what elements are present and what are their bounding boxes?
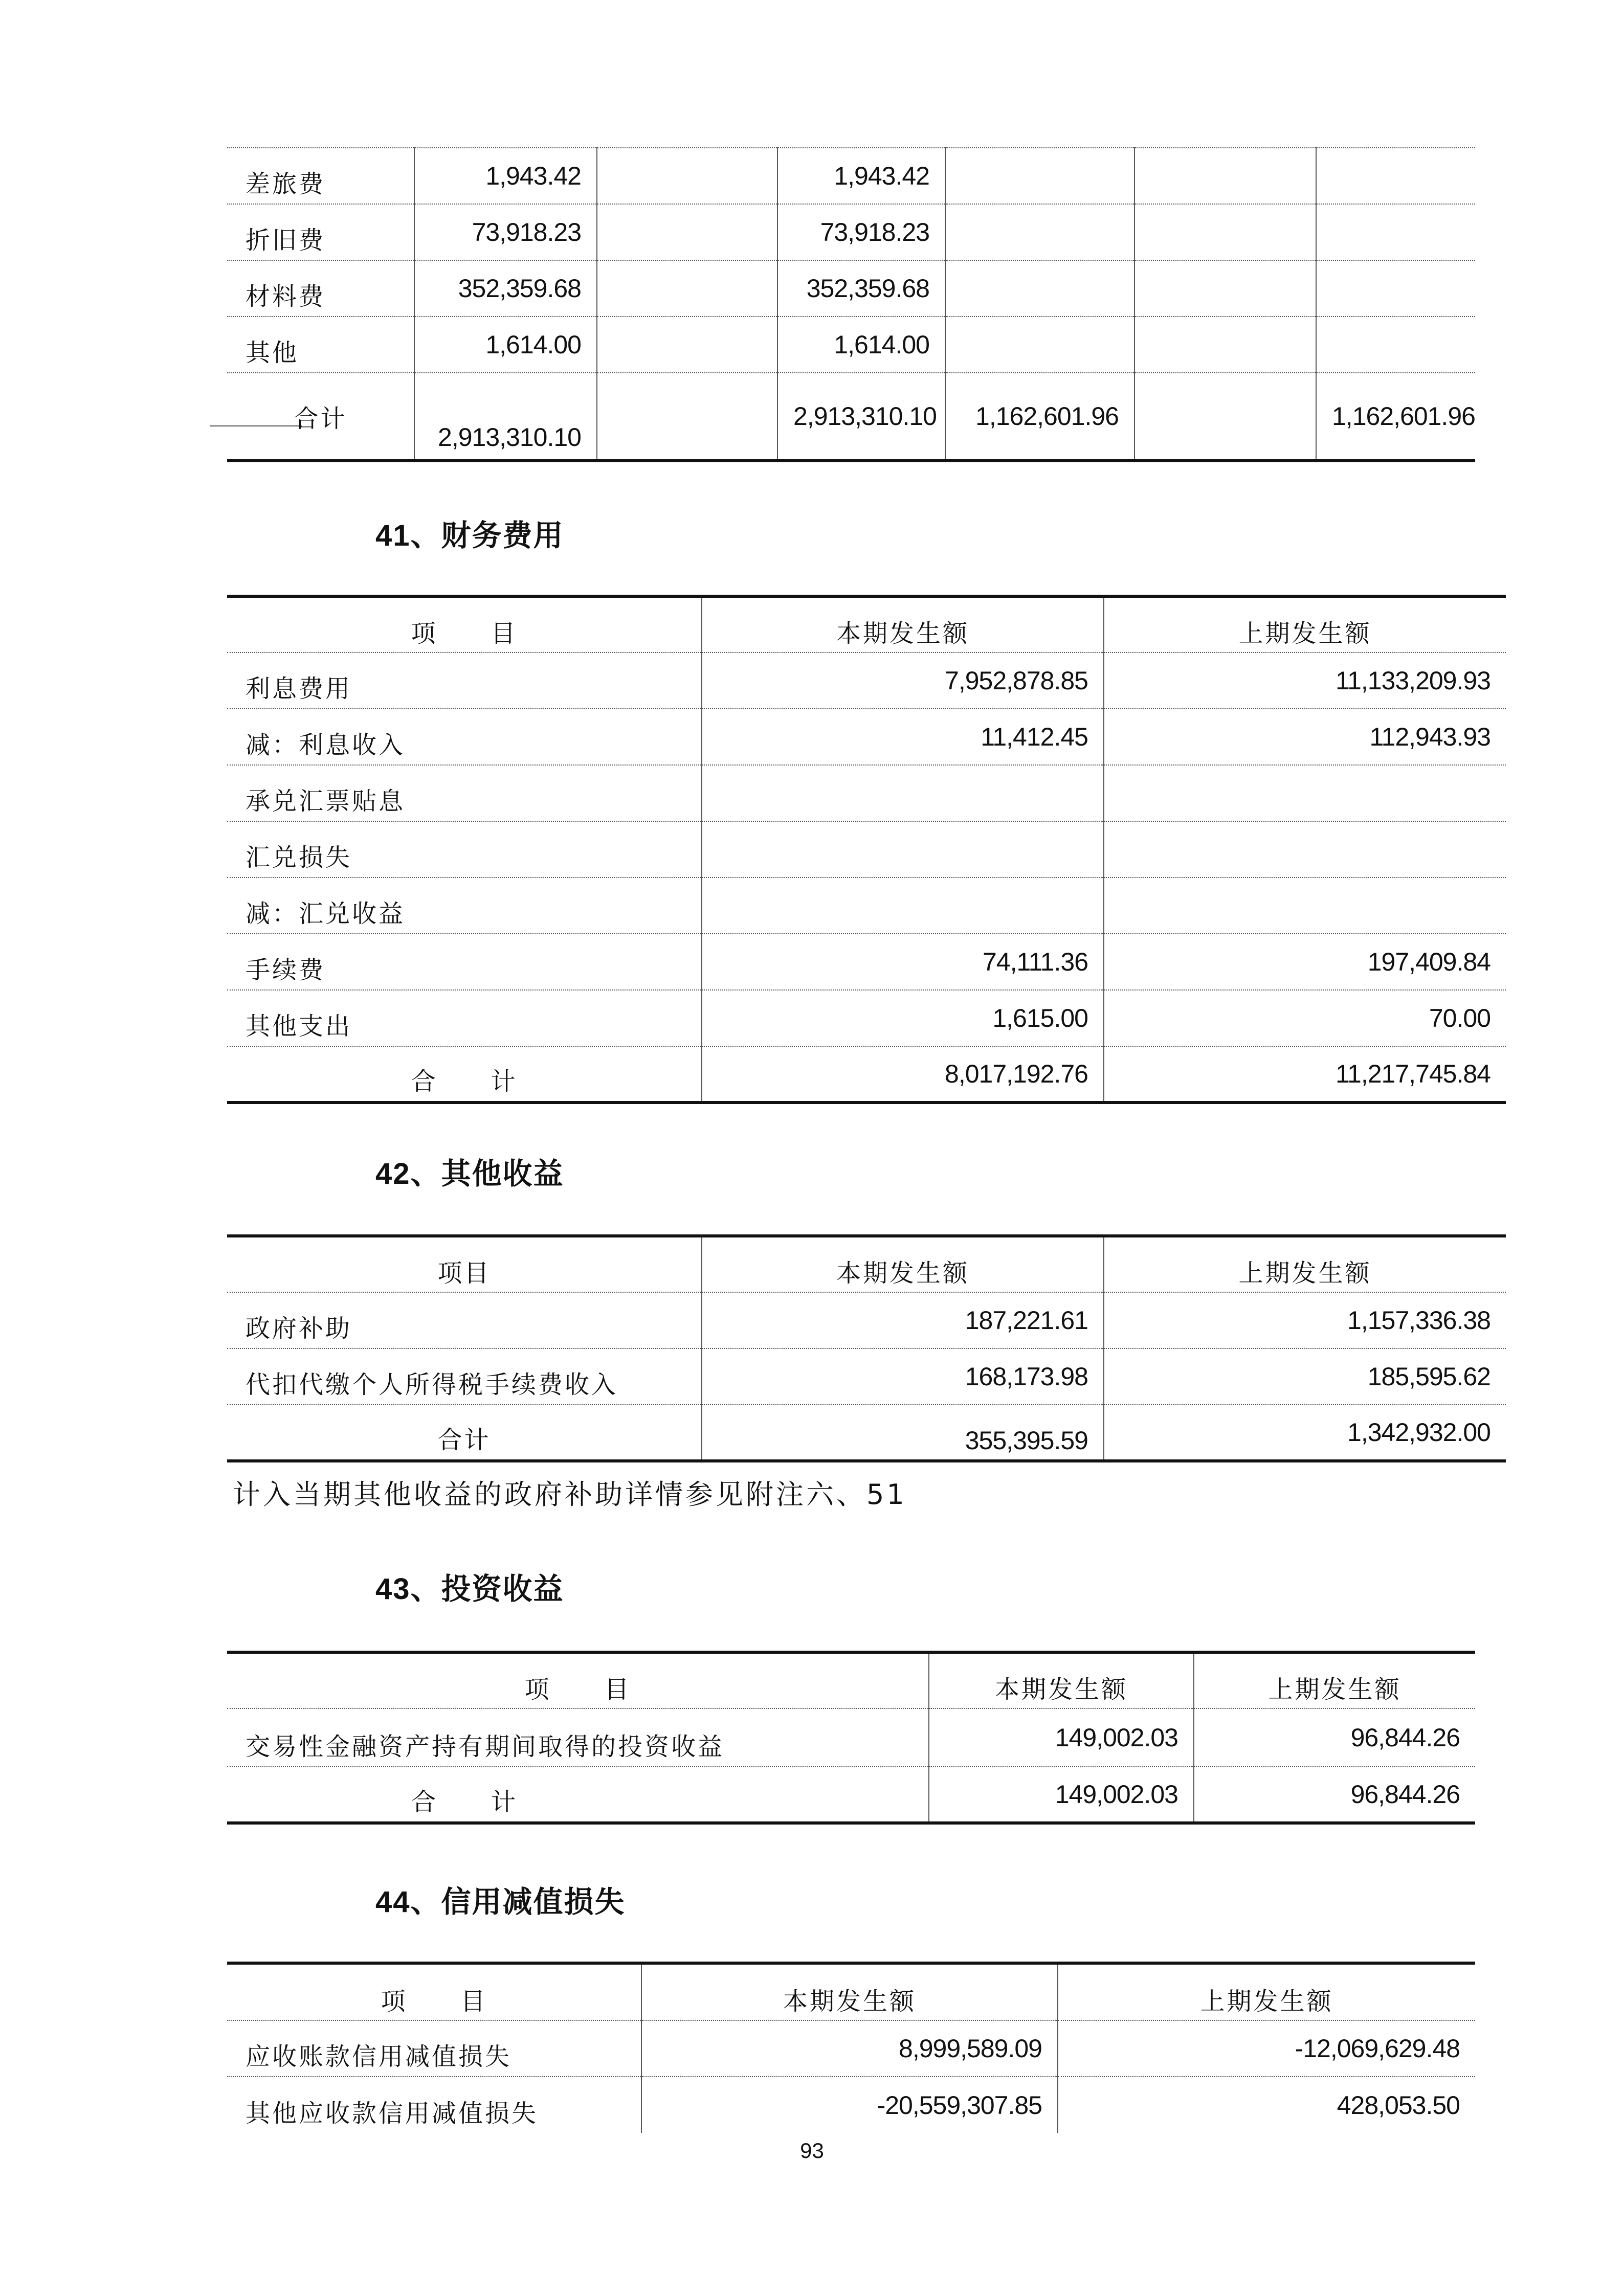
table-header-row <box>227 1963 1475 2020</box>
row-label: 应收账款信用减值损失 <box>227 2020 641 2077</box>
header-item: 项目 <box>227 1236 702 1292</box>
current-value <box>702 821 1104 877</box>
row-label: 其他支出 <box>227 990 702 1046</box>
total-value <box>1134 373 1316 461</box>
cell-value: 1,943.42 <box>414 148 597 204</box>
table-row <box>227 990 1506 1046</box>
cell-value: 352,359.68 <box>777 260 945 317</box>
table-row <box>227 652 1506 709</box>
previous-value: 185,595.62 <box>1104 1348 1506 1405</box>
table-investment-income <box>227 1651 1475 1825</box>
table-other-income <box>227 1234 1506 1462</box>
current-value: 187,221.61 <box>702 1292 1104 1348</box>
previous-value: 197,409.84 <box>1104 934 1506 990</box>
section-heading-44: 44、信用减值损失 <box>375 1884 626 1919</box>
previous-value: 70.00 <box>1104 990 1506 1046</box>
cell-value <box>597 317 777 373</box>
table-row <box>227 2077 1475 2133</box>
header-previous: 上期发生额 <box>1104 1236 1506 1292</box>
header-current: 本期发生额 <box>702 1236 1104 1292</box>
table-total-row <box>227 373 1475 461</box>
row-label: 折旧费 <box>227 204 414 260</box>
previous-value <box>1104 877 1506 934</box>
header-item: 项 目 <box>227 596 702 652</box>
table-row <box>227 204 1475 260</box>
cell-value <box>1134 204 1316 260</box>
total-value: 2,913,310.10 <box>777 373 945 461</box>
cell-value: 73,918.23 <box>777 204 945 260</box>
row-label: 其他 <box>227 317 414 373</box>
previous-value: 112,943.93 <box>1104 709 1506 765</box>
table-header-row <box>227 596 1506 652</box>
table-row <box>227 877 1506 934</box>
table-row <box>227 148 1475 204</box>
cell-value: 1,614.00 <box>777 317 945 373</box>
cell-value <box>945 260 1134 317</box>
cell-value <box>597 260 777 317</box>
table-row <box>227 1348 1506 1405</box>
cell-value <box>945 317 1134 373</box>
table-finance-expenses <box>227 595 1506 1104</box>
total-value: 1,162,601.96 <box>945 373 1134 461</box>
cell-value <box>1316 260 1475 317</box>
table-row <box>227 709 1506 765</box>
total-label: 合计 <box>227 373 414 461</box>
header-current: 本期发生额 <box>929 1652 1194 1708</box>
cell-value <box>1134 317 1316 373</box>
previous-value <box>1104 765 1506 821</box>
total-label: 合 计 <box>227 1046 702 1102</box>
row-label: 利息费用 <box>227 652 702 709</box>
government-subsidy-note: 计入当期其他收益的政府补助详情参见附注六、51 <box>233 1478 907 1511</box>
table-total-row <box>227 1405 1506 1461</box>
table-header-row <box>227 1652 1475 1708</box>
table-row <box>227 1708 1475 1767</box>
cell-value <box>1316 204 1475 260</box>
page-number: 93 <box>800 2139 824 2163</box>
header-item: 项 目 <box>227 1963 641 2020</box>
row-label: 减：利息收入 <box>227 709 702 765</box>
header-current: 本期发生额 <box>702 596 1104 652</box>
total-value: 1,162,601.96 <box>1316 373 1475 461</box>
cell-value <box>597 148 777 204</box>
cell-value <box>945 204 1134 260</box>
current-value <box>702 765 1104 821</box>
row-label: 政府补助 <box>227 1292 702 1348</box>
table-total-row <box>227 1767 1475 1823</box>
table-row <box>227 934 1506 990</box>
row-label: 差旅费 <box>227 148 414 204</box>
row-label: 手续费 <box>227 934 702 990</box>
current-value <box>702 877 1104 934</box>
cell-value <box>1316 317 1475 373</box>
current-value: 168,173.98 <box>702 1348 1104 1405</box>
table-row <box>227 1292 1506 1348</box>
table-credit-impairment <box>227 1962 1475 2133</box>
previous-value: 11,133,209.93 <box>1104 652 1506 709</box>
cell-value: 1,614.00 <box>414 317 597 373</box>
total-current: 8,017,192.76 <box>702 1046 1104 1102</box>
total-previous: 96,844.26 <box>1194 1767 1475 1823</box>
current-value: 74,111.36 <box>702 934 1104 990</box>
table-header-row <box>227 1236 1506 1292</box>
row-label: 材料费 <box>227 260 414 317</box>
current-value: 8,999,589.09 <box>641 2020 1058 2077</box>
previous-value: 1,157,336.38 <box>1104 1292 1506 1348</box>
current-value: 1,615.00 <box>702 990 1104 1046</box>
current-value: -20,559,307.85 <box>641 2077 1058 2133</box>
total-value: 2,913,310.10 <box>414 373 597 461</box>
cell-value <box>597 204 777 260</box>
table-row <box>227 317 1475 373</box>
section-heading-42: 42、其他收益 <box>375 1156 564 1191</box>
section-heading-43: 43、投资收益 <box>375 1571 564 1606</box>
row-label: 交易性金融资产持有期间取得的投资收益 <box>227 1708 929 1767</box>
header-previous: 上期发生额 <box>1194 1652 1475 1708</box>
current-value: 149,002.03 <box>929 1708 1194 1767</box>
total-label: 合 计 <box>227 1767 929 1823</box>
table-row <box>227 765 1506 821</box>
current-value: 7,952,878.85 <box>702 652 1104 709</box>
row-label: 减：汇兑收益 <box>227 877 702 934</box>
table-row <box>227 260 1475 317</box>
current-value: 11,412.45 <box>702 709 1104 765</box>
cell-value: 73,918.23 <box>414 204 597 260</box>
header-previous: 上期发生额 <box>1058 1963 1475 2020</box>
cell-value <box>945 148 1134 204</box>
previous-value <box>1104 821 1506 877</box>
total-label: 合计 <box>227 1405 702 1461</box>
table-row <box>227 821 1506 877</box>
header-current: 本期发生额 <box>641 1963 1058 2020</box>
total-value <box>597 373 777 461</box>
previous-value: -12,069,629.48 <box>1058 2020 1475 2077</box>
total-previous: 1,342,932.00 <box>1104 1405 1506 1461</box>
previous-value: 428,053.50 <box>1058 2077 1475 2133</box>
row-label: 汇兑损失 <box>227 821 702 877</box>
total-previous: 11,217,745.84 <box>1104 1046 1506 1102</box>
table-row <box>227 2020 1475 2077</box>
previous-value: 96,844.26 <box>1194 1708 1475 1767</box>
header-previous: 上期发生额 <box>1104 596 1506 652</box>
cell-value: 352,359.68 <box>414 260 597 317</box>
table-total-row <box>227 1046 1506 1102</box>
section-heading-41: 41、财务费用 <box>375 518 564 553</box>
row-label: 代扣代缴个人所得税手续费收入 <box>227 1348 702 1405</box>
header-item: 项 目 <box>227 1652 929 1708</box>
cell-value <box>1134 148 1316 204</box>
total-current: 355,395.59 <box>702 1405 1104 1461</box>
row-label: 其他应收款信用减值损失 <box>227 2077 641 2133</box>
cell-value <box>1316 148 1475 204</box>
total-current: 149,002.03 <box>929 1767 1194 1823</box>
row-label: 承兑汇票贴息 <box>227 765 702 821</box>
cell-value <box>1134 260 1316 317</box>
table-40-continued <box>227 147 1475 462</box>
cell-value: 1,943.42 <box>777 148 945 204</box>
